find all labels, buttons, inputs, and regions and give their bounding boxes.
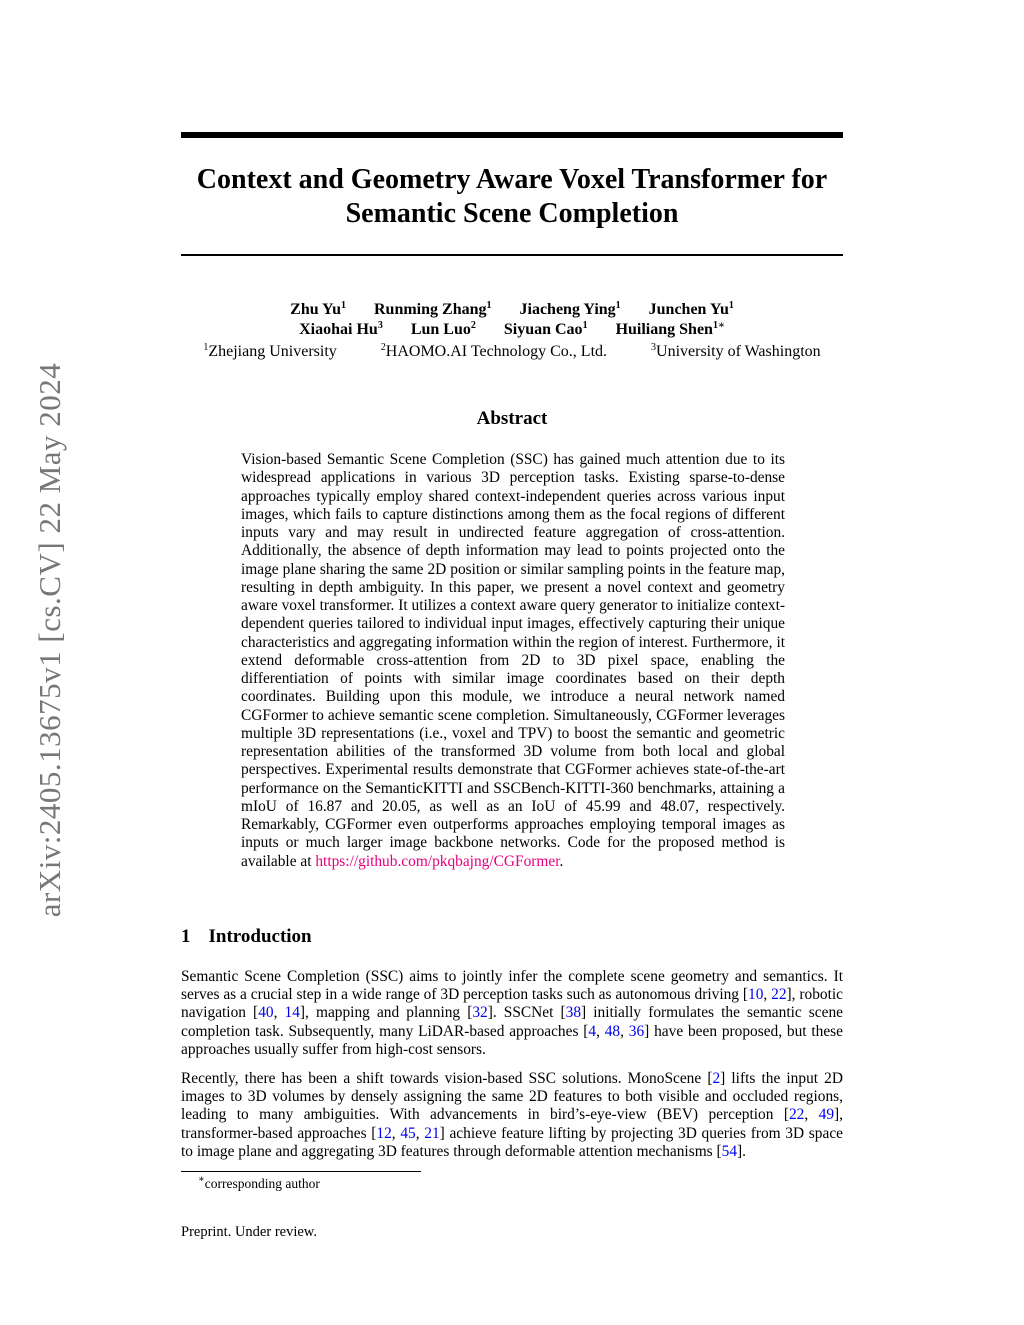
citation-link[interactable]: 38 [565,1004,582,1022]
code-link[interactable]: https://github.com/pkqbajng/CGFormer [315,852,560,870]
author: Zhu Yu$^1$ [290,300,346,318]
abstract-heading: Abstract [476,408,548,429]
citation-link[interactable]: 14 [284,1004,300,1022]
author: Jiacheng Ying$^1$ [519,300,621,318]
abstract-end: . [559,852,564,870]
paragraph-text: ]. SSCNet [ [487,1004,566,1022]
citation-link[interactable]: 12 [376,1124,392,1142]
authors-row-2 [181,320,843,340]
paragraph-text: ]. [737,1142,747,1160]
citation-link[interactable]: 22 [788,1106,805,1124]
author: Junchen Yu$^1$ [648,300,734,318]
paragraph-text: ] lifts the input 2D images to 3D volumes by densely assigning the same 2D features to both visible and occluded regions, leading to many ambiguities. With advancements in bird’s-eye-view (BEV) perception [ [181,1070,843,1124]
abstract-body [241,451,785,871]
paragraph-text: , [620,1022,629,1040]
paragraph-text: ] have been proposed, but these approaches usually suffer from high-cost sensors. [181,1022,843,1058]
author: Huiliang Shen$^{1∗}$ [615,320,725,338]
paragraph-text: , [804,1106,819,1124]
affiliation: $^2$HAOMO.AI Technology Co., Ltd. [380,342,608,360]
citation-link[interactable]: 48 [604,1022,621,1040]
paragraph-text: , [415,1124,425,1142]
paragraph-text: , [763,986,772,1004]
arxiv-stamp-text: arXiv:2405.13675v1 [cs.CV] 22 May 2024 [32,362,67,918]
paragraph-text: Recently, there has been a shift towards vision-based SSC solutions. MonoScene [ [181,1070,713,1087]
paragraph-text: ] achieve feature lifting by projecting 3D queries from 3D space to image plane and aggregating 3D features through deformable attention mechanisms [ [181,1124,843,1160]
paragraph-text: ], mapping and planning [ [299,1004,473,1022]
paragraph-text: ], transformer-based approaches [ [181,1106,843,1142]
citation-link[interactable]: 10 [748,986,764,1004]
abstract-text: Vision-based Semantic Scene Completion (SSC) has gained much attention due to its widespread applications in various 3D perception tasks. Existing sparse-to-dense approaches typically employ shared context-independent queries across various input images, which fails to capture distinctions among them as the focal regions of different inputs vary and may result in undirected feature aggregation of cross-attention. Additionally, the absence of depth information may lead to points projected onto the image plane sharing the same 2D position or similar sampling points in the feature map, resulting in depth ambiguity. In this paper, we present a novel context and geometry aware voxel transformer. It utilizes a context aware query generator to initialize context-dependent queries tailored to individual input images, effectively capturing their unique characteristics and aggregating information within the region of interest. Furthermore, it extend deformable cross-attention from 2D to 3D pixel space, enabling the differentiation of points with similar image coordinates based on their depth coordinates. Building upon this module, we introduce a neural network named CGFormer to achieve semantic scene completion. Simultaneously, CGFormer leverages multiple 3D representations (i.e., voxel and TPV) to boost the semantic and geometric representation abilities of the transformed 3D volume from both local and global perspectives. Experimental results demonstrate that CGFormer achieves state-of-the-art performance on the SemanticKITTI and SSCBench-KITTI-360 benchmarks, attaining a mIoU of 16.87 and 20.05, as well as an IoU of 45.99 and 48.07, respectively. Remarkably, CGFormer even outperforms approaches employing temporal images as inputs or much larger image backbone networks. Code for the proposed method is available at [241,451,785,870]
paragraph-text: , [273,1004,285,1022]
section-number: 1 [181,926,191,947]
citation-link[interactable]: 49 [818,1106,835,1124]
paragraph-text: ] initially formulates the semantic scene completion task. Subsequently, many LiDAR-based approaches [ [181,1004,843,1040]
intro-paragraph-1 [181,968,843,1059]
citation-link[interactable]: 40 [258,1004,274,1022]
affiliation: $^1$Zhejiang University [203,342,337,360]
authors-row-1 [181,300,843,320]
citation-link[interactable]: 36 [628,1022,645,1040]
citation-link[interactable]: 32 [472,1004,488,1022]
paragraph-text: ], robotic navigation [ [181,986,843,1022]
author: Lun Luo$^2$ [410,320,476,338]
author: Runming Zhang$^1$ [374,300,492,318]
citation-link[interactable]: 45 [400,1124,416,1142]
citation-link[interactable]: 21 [424,1124,440,1142]
footnote-rule [181,1171,421,1172]
citation-link[interactable]: 2 [712,1070,721,1087]
author: Siyuan Cao$^1$ [503,320,588,338]
affiliations [181,342,843,362]
paragraph-text: , [391,1124,401,1142]
section-title: Introduction [208,926,312,947]
citation-link[interactable]: 54 [721,1142,738,1160]
paragraph-text: , [596,1022,605,1040]
section-heading [181,926,312,948]
citation-link[interactable]: 4 [588,1022,597,1040]
author: Xiaohai Hu$^3$ [299,320,383,338]
title-top-rule [181,132,843,138]
citation-link[interactable]: 22 [771,986,787,1004]
title-bottom-rule [181,254,843,256]
footer: Preprint. Under review. [181,1224,317,1240]
affiliation: $^3$University of Washington [651,342,821,360]
footnote: ∗corresponding author [198,1174,320,1191]
paper-title: Context and Geometry Aware Voxel Transformer for Semantic Scene Completion [196,164,828,229]
paragraph-text: Semantic Scene Completion (SSC) aims to jointly infer the complete scene geometry and semantics. It serves as a crucial step in a wide range of 3D perception tasks such as autonomous driving [ [181,968,843,1004]
intro-paragraph-2 [181,1070,843,1161]
